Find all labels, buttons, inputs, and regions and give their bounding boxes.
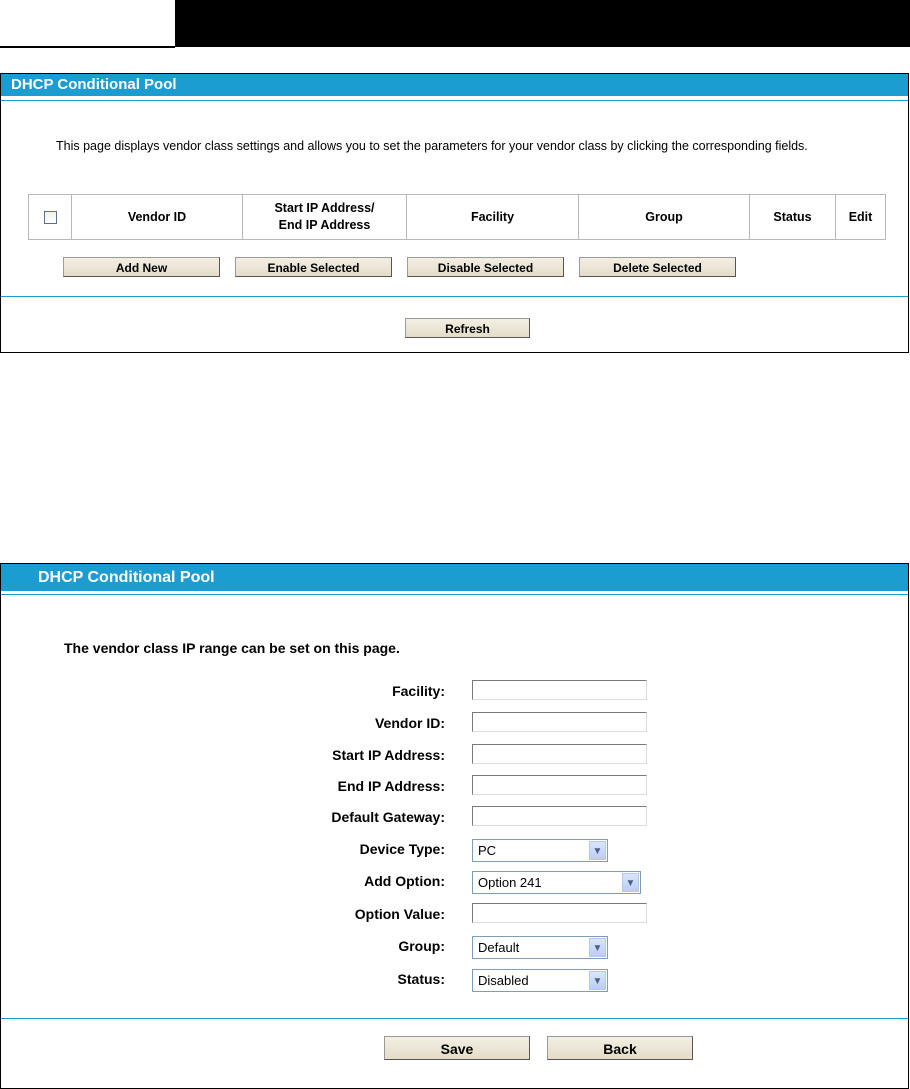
option-value-input[interactable] — [472, 903, 647, 923]
default-gateway-input[interactable] — [472, 806, 647, 826]
vendor-id-input[interactable] — [472, 712, 647, 732]
option-value-label: Option Value: — [354, 906, 445, 922]
divider — [1, 1018, 908, 1019]
col-ip-address — [243, 195, 407, 240]
col-ip-line2: End IP Address — [278, 218, 371, 232]
banner-rule — [0, 46, 175, 48]
page-description: The vendor class IP range can be set on this page. — [64, 640, 400, 656]
select-all-cell — [29, 195, 72, 240]
device-type-value: PC — [478, 843, 497, 858]
status-value: Disabled — [478, 973, 529, 988]
top-banner — [0, 0, 910, 48]
col-facility: Facility — [407, 195, 579, 240]
back-button[interactable]: Back — [547, 1036, 693, 1060]
col-vendor-id: Vendor ID — [72, 195, 243, 240]
add-option-select[interactable] — [472, 871, 641, 894]
divider — [1, 594, 908, 595]
add-new-button[interactable]: Add New — [63, 257, 220, 277]
save-button[interactable]: Save — [384, 1036, 530, 1060]
col-ip-line1: Start IP Address/ — [274, 201, 375, 215]
col-group: Group — [579, 195, 750, 240]
chevron-down-icon[interactable]: ▼ — [622, 873, 639, 892]
add-option-value: Option 241 — [478, 875, 542, 890]
chevron-down-icon[interactable]: ▼ — [589, 841, 606, 860]
status-select[interactable] — [472, 969, 608, 992]
end-ip-label: End IP Address: — [337, 778, 445, 794]
device-type-select[interactable] — [472, 839, 608, 862]
group-select[interactable] — [472, 936, 608, 959]
facility-input[interactable] — [472, 680, 647, 700]
panel-title: DHCP Conditional Pool — [1, 74, 908, 96]
vendor-class-edit-panel — [0, 563, 909, 1089]
disable-selected-button[interactable]: Disable Selected — [407, 257, 564, 277]
banner-black-bar — [175, 0, 910, 47]
select-all-checkbox[interactable] — [44, 211, 57, 224]
facility-label: Facility: — [392, 683, 445, 699]
group-value: Default — [478, 940, 520, 955]
panel-title: DHCP Conditional Pool — [1, 564, 908, 591]
col-status: Status — [750, 195, 836, 240]
table-header-row — [29, 195, 886, 240]
delete-selected-button[interactable]: Delete Selected — [579, 257, 736, 277]
chevron-down-icon[interactable]: ▼ — [589, 971, 606, 990]
divider — [1, 296, 908, 297]
status-label: Status: — [397, 971, 445, 987]
vendor-class-table — [28, 194, 886, 240]
end-ip-input[interactable] — [472, 775, 647, 795]
vendor-id-label: Vendor ID: — [374, 715, 445, 731]
start-ip-label: Start IP Address: — [332, 747, 445, 763]
group-label: Group: — [398, 938, 445, 954]
default-gateway-label: Default Gateway: — [331, 809, 445, 825]
chevron-down-icon[interactable]: ▼ — [589, 938, 606, 957]
device-type-label: Device Type: — [359, 841, 445, 857]
add-option-label: Add Option: — [364, 873, 445, 889]
divider — [1, 100, 908, 101]
enable-selected-button[interactable]: Enable Selected — [235, 257, 392, 277]
page-description: This page displays vendor class settings and allows you to set the parameters for your vendor class by clicking the corresponding fields. — [56, 139, 808, 153]
refresh-button[interactable]: Refresh — [405, 318, 530, 338]
vendor-class-list-panel — [0, 73, 909, 353]
col-edit: Edit — [836, 195, 886, 240]
start-ip-input[interactable] — [472, 744, 647, 764]
